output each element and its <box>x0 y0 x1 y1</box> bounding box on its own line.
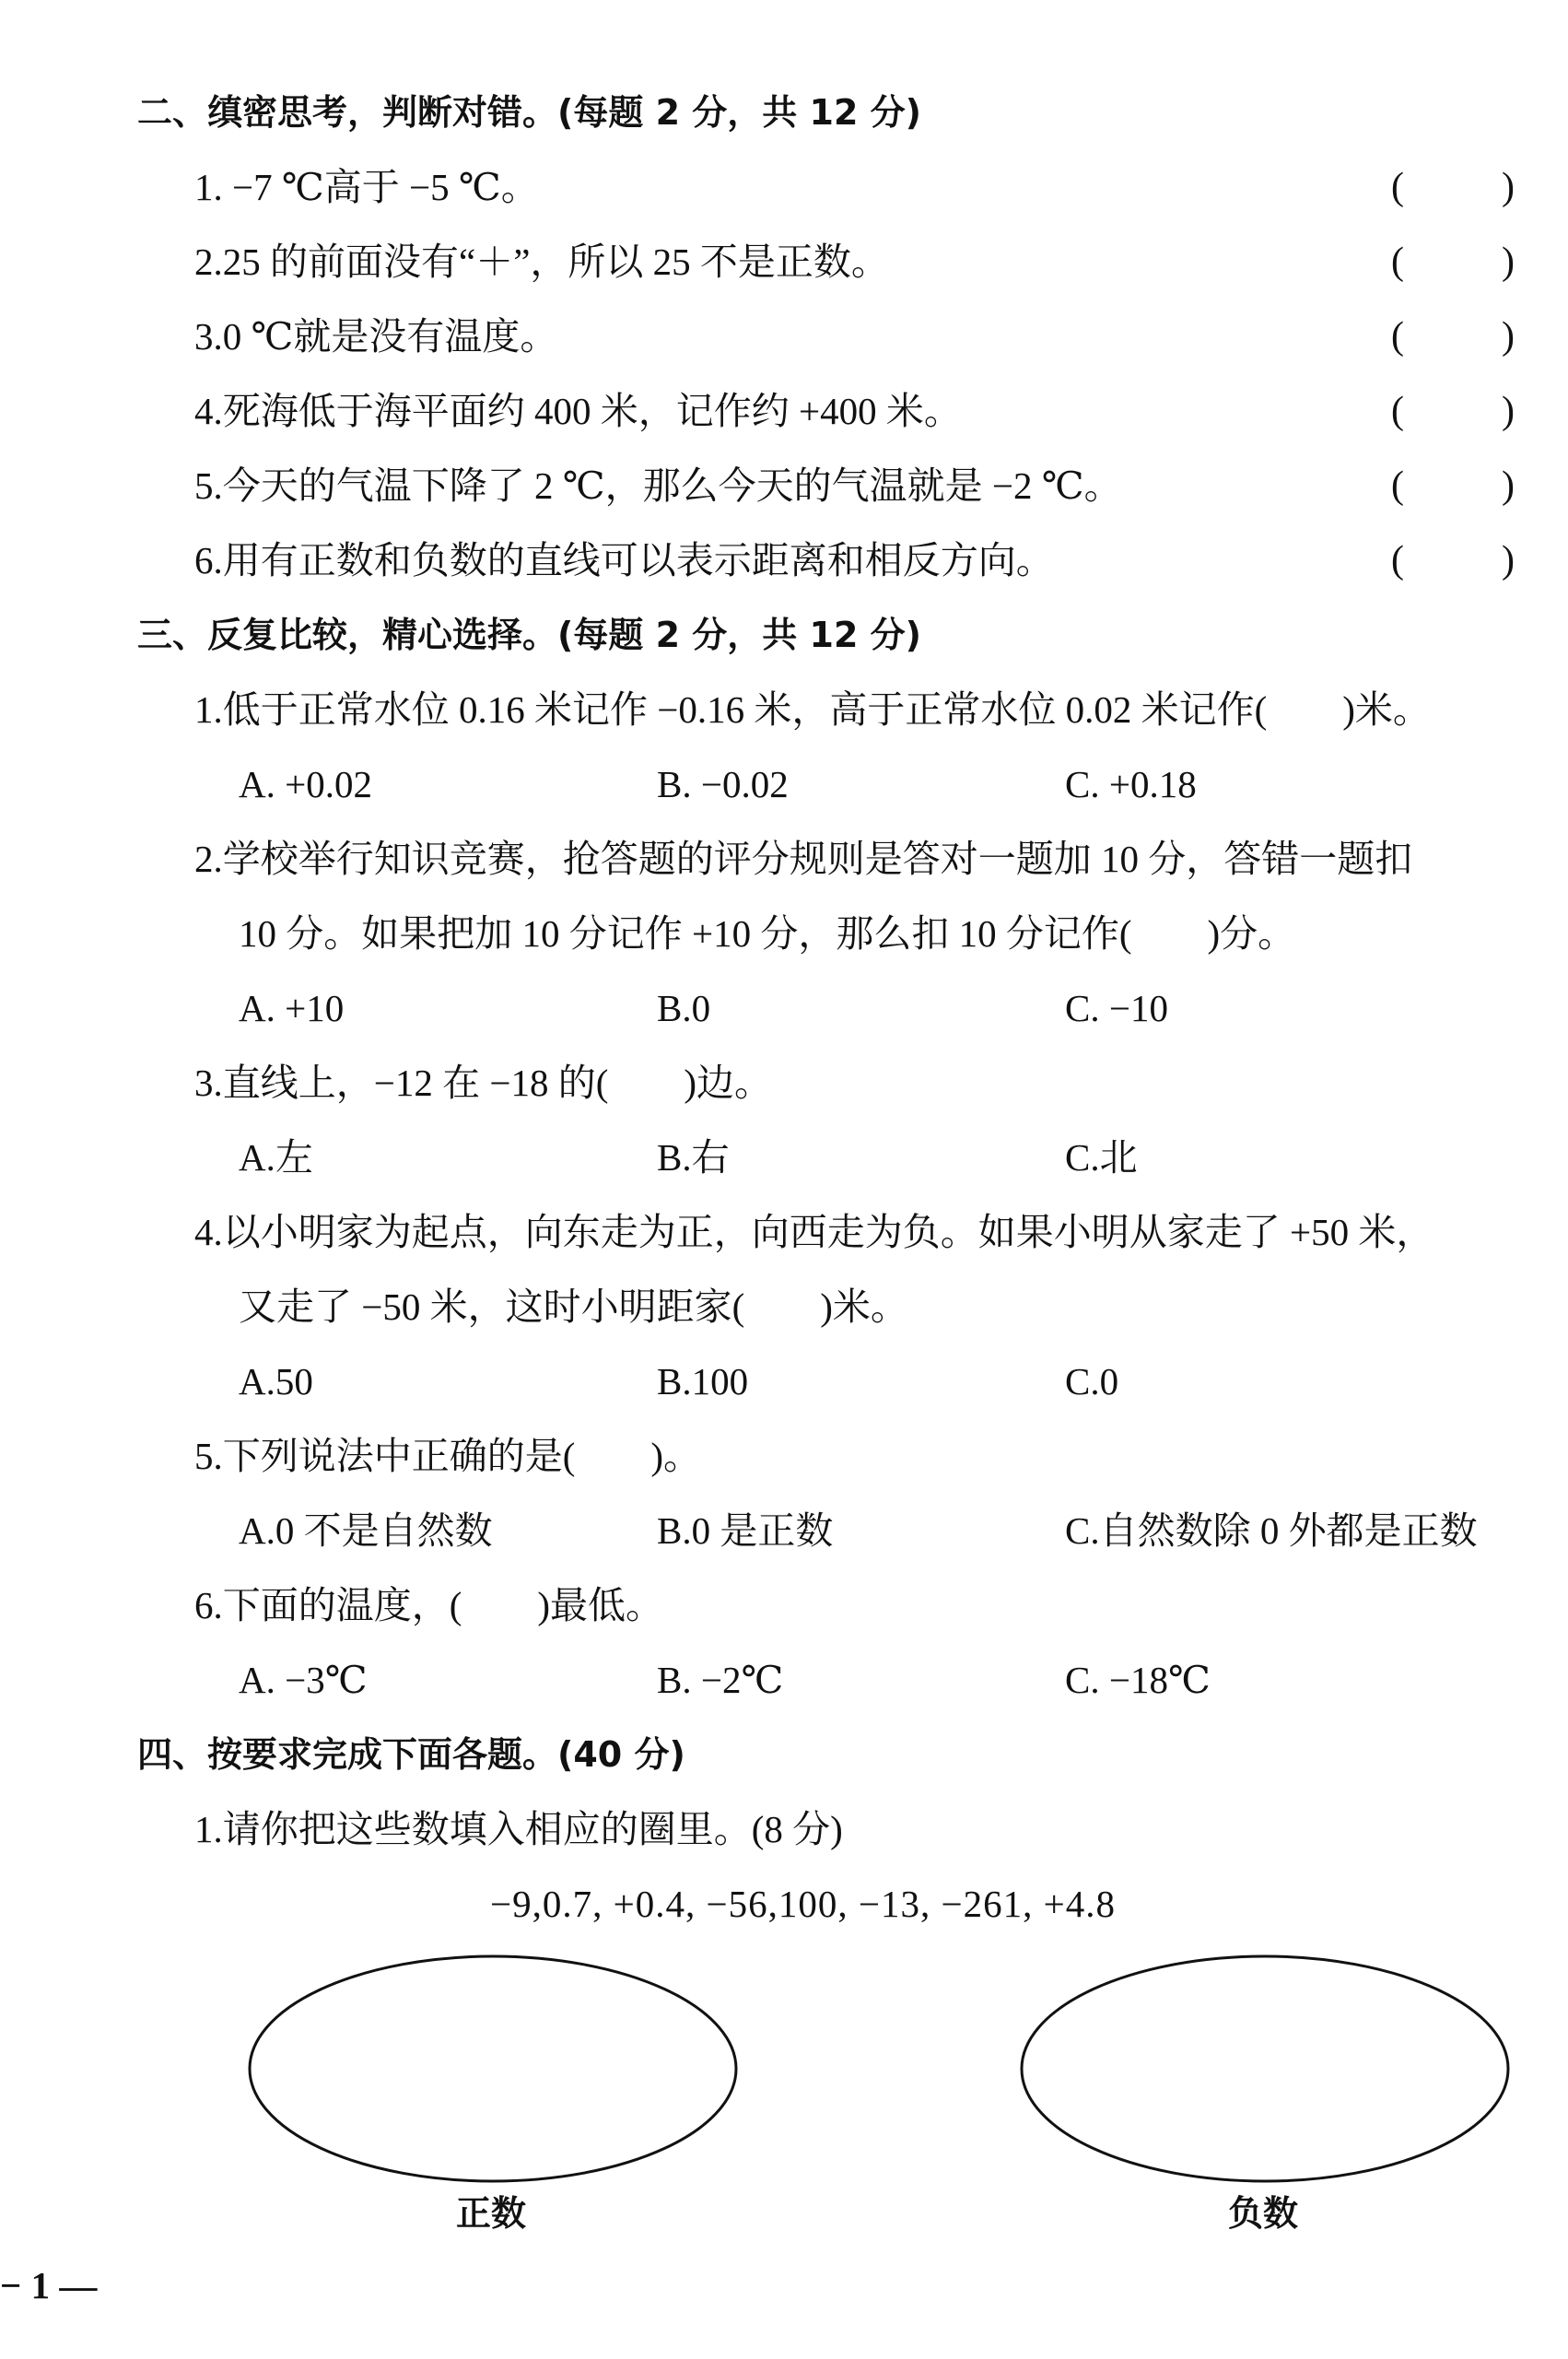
option: C. −10 <box>1065 987 1168 1029</box>
question-text: 1.请你把这些数填入相应的圈里。(8 分) <box>194 1808 843 1850</box>
option: B. −0.02 <box>657 763 789 805</box>
option: C. +0.18 <box>1065 763 1197 805</box>
option: A. +10 <box>239 987 345 1029</box>
option: A.50 <box>239 1360 313 1402</box>
option: B.0 <box>657 987 711 1029</box>
page-number: − 1 — <box>0 2264 98 2306</box>
question-text: 2.学校举行知识竞赛，抢答题的评分规则是答对一题加 10 分，答错一题扣 <box>194 838 1413 880</box>
positive-circle <box>250 1956 736 2181</box>
answer-paren-close: ) <box>1502 241 1515 283</box>
positive-label: 正数 <box>456 2193 527 2234</box>
answer-paren-open[interactable]: ( <box>1391 241 1404 283</box>
answer-paren-close: ) <box>1502 166 1515 208</box>
option: C.北 <box>1065 1136 1138 1179</box>
judgment-item: 4.死海低于海平面约 400 米，记作约 +400 米。 <box>194 390 962 432</box>
negative-circle <box>1022 1956 1508 2181</box>
option: B.100 <box>657 1360 749 1402</box>
answer-paren-open[interactable]: ( <box>1391 315 1404 358</box>
number-list: −9,0.7, +0.4, −56,100, −13, −261, +4.8 <box>490 1883 1116 1925</box>
answer-paren-open[interactable]: ( <box>1391 390 1404 432</box>
question-text: 10 分。如果把加 10 分记作 +10 分，那么扣 10 分记作( )分。 <box>239 912 1296 955</box>
section-3-title: 三、反复比较，精心选择。(每题 2 分，共 12 分) <box>137 615 921 655</box>
option: C.0 <box>1065 1360 1119 1402</box>
option: A.0 不是自然数 <box>239 1509 493 1552</box>
judgment-item: 3.0 ℃就是没有温度。 <box>194 315 558 358</box>
option: A. −3℃ <box>239 1659 368 1701</box>
option: C.自然数除 0 外都是正数 <box>1065 1509 1478 1552</box>
question-text: 4.以小明家为起点，向东走为正，向西走为负。如果小明从家走了 +50 米， <box>194 1211 1434 1253</box>
section-2-title: 二、缜密思考，判断对错。(每题 2 分，共 12 分) <box>137 92 921 133</box>
option: A. +0.02 <box>239 763 372 805</box>
question-text: 1.低于正常水位 0.16 米记作 −0.16 米，高于正常水位 0.02 米记作( )米。 <box>194 688 1431 731</box>
option: B.右 <box>657 1136 730 1179</box>
judgment-item: 2.25 的前面没有“＋”，所以 25 不是正数。 <box>194 241 889 283</box>
answer-paren-close: ) <box>1502 464 1515 507</box>
option: A.左 <box>239 1136 313 1179</box>
option: B. −2℃ <box>657 1659 784 1701</box>
question-text: 又走了 −50 米，这时小明距家( )米。 <box>239 1285 908 1328</box>
answer-paren-close: ) <box>1502 315 1515 358</box>
answer-paren-open[interactable]: ( <box>1391 166 1404 208</box>
answer-paren-close: ) <box>1502 539 1515 581</box>
judgment-item: 1. −7 ℃高于 −5 ℃。 <box>194 166 539 208</box>
judgment-item: 6.用有正数和负数的直线可以表示距离和相反方向。 <box>194 539 1054 581</box>
question-text: 3.直线上，−12 在 −18 的( )边。 <box>194 1062 773 1104</box>
answer-paren-open[interactable]: ( <box>1391 464 1404 507</box>
section-4-title: 四、按要求完成下面各题。(40 分) <box>137 1734 685 1775</box>
negative-label: 负数 <box>1228 2193 1299 2234</box>
answer-paren-open[interactable]: ( <box>1391 539 1404 581</box>
question-text: 6.下面的温度，( )最低。 <box>194 1584 664 1626</box>
option: C. −18℃ <box>1065 1659 1211 1701</box>
question-text: 5.下列说法中正确的是( )。 <box>194 1435 702 1477</box>
judgment-item: 5.今天的气温下降了 2 ℃，那么今天的气温就是 −2 ℃。 <box>194 464 1122 507</box>
answer-paren-close: ) <box>1502 390 1515 432</box>
option: B.0 是正数 <box>657 1509 834 1552</box>
